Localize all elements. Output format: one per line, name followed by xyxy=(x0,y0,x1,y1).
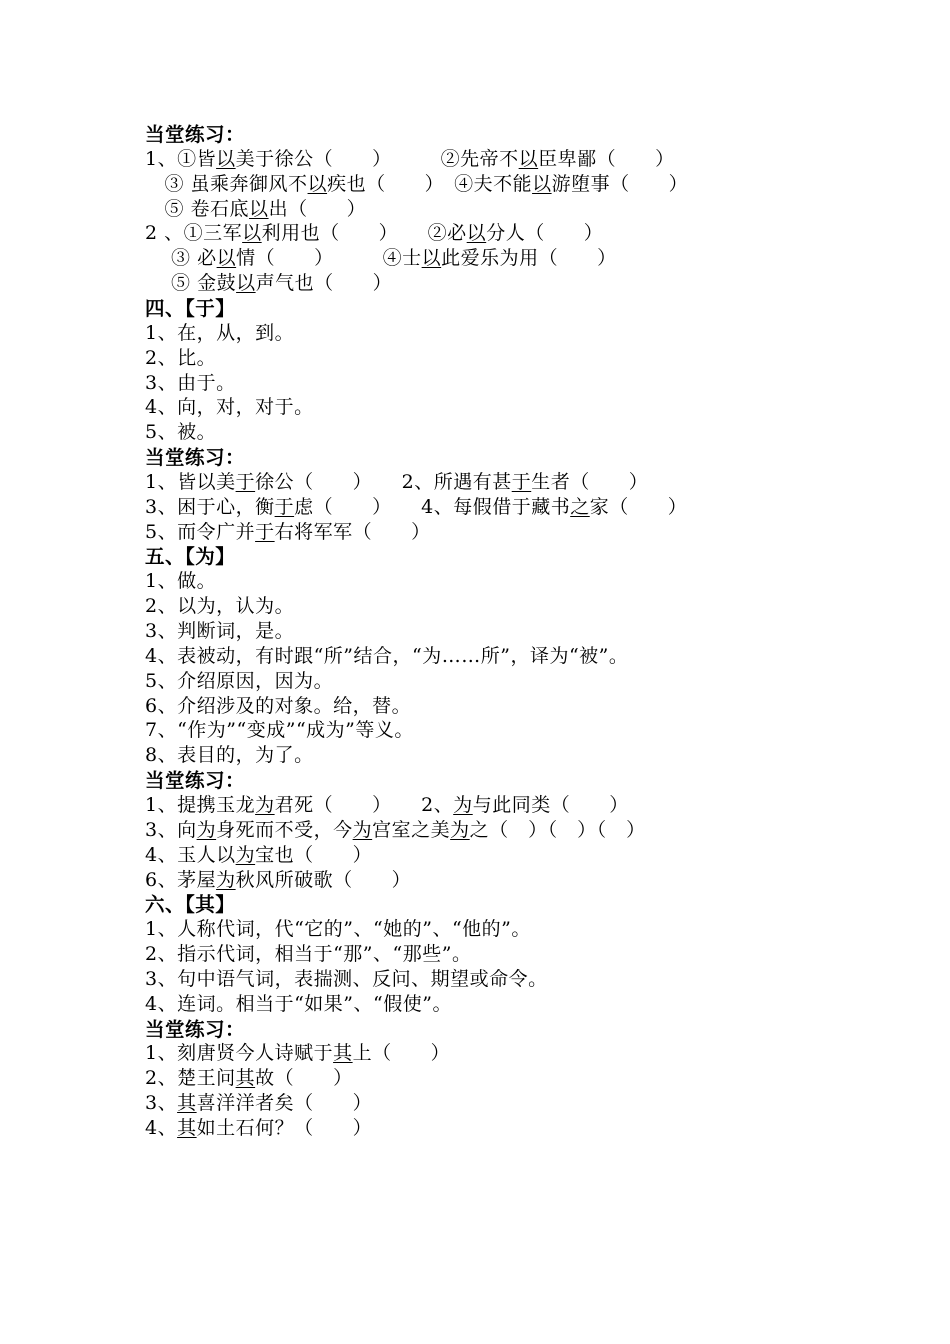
section-heading: 当堂练习： xyxy=(145,123,246,146)
underlined-word: 以 xyxy=(216,147,236,170)
underlined-word: 以 xyxy=(307,172,328,195)
text-line: 5、介绍原因，因为。 xyxy=(145,669,334,692)
underlined-word: 为 xyxy=(255,793,275,816)
section-heading: 五、【为】 xyxy=(145,545,236,569)
underlined-word: 于 xyxy=(274,495,295,518)
text-line: 3、困于心，衡于虑（ ） 4、每假借于藏书之家（ ） xyxy=(145,495,688,518)
text-line: 7、“作为”“变成”“成为”等义。 xyxy=(145,719,414,742)
underlined-word: 以 xyxy=(421,247,442,270)
underlined-word: 于 xyxy=(235,470,256,493)
text-line: ③ 必以情（ ） ④士以此爱乐为用（ ） xyxy=(145,247,617,270)
text-line: 3、由于。 xyxy=(145,371,236,394)
text-line: 4、向，对，对于。 xyxy=(145,396,314,419)
underlined-word: 于 xyxy=(511,470,532,493)
underlined-word: 为 xyxy=(196,818,217,841)
text-line: ③ 虽乘奔御风不以疾也（ ） ④夫不能以游堕事（ ） xyxy=(145,172,689,195)
text-line: 4、连词。相当于“如果”、“假使”。 xyxy=(145,992,452,1015)
text-line: 1、①皆以美于徐公（ ） ②先帝不以臣卑鄙（ ） xyxy=(145,147,675,170)
text-line: 1、在，从，到。 xyxy=(145,321,295,344)
underlined-word: 其 xyxy=(333,1042,353,1065)
underlined-word: 以 xyxy=(236,272,256,295)
underlined-word: 之 xyxy=(570,495,590,518)
underlined-word: 为 xyxy=(352,818,373,841)
underlined-word: 其 xyxy=(177,1117,197,1139)
underlined-word: 为 xyxy=(216,868,236,891)
text-line: 2、楚王问其故（ ） xyxy=(145,1067,353,1090)
text-line: 4、其如土石何？（ ） xyxy=(145,1117,373,1139)
text-line: 1、提携玉龙为君死（ ） 2、为与此同类（ ） xyxy=(145,793,629,816)
text-line: 2、以为，认为。 xyxy=(145,595,295,618)
text-line: 5、而令广并于右将军军（ ） xyxy=(145,520,431,543)
underlined-word: 其 xyxy=(235,1067,256,1090)
text-line: ⑤ 卷石底以出（ ） xyxy=(145,197,367,220)
text-line: 1、刻唐贤今人诗赋于其上（ ） xyxy=(145,1042,451,1065)
text-line: 5、被。 xyxy=(145,421,217,444)
text-line: 4、玉人以为宝也（ ） xyxy=(145,843,373,866)
text-line: 3、判断词，是。 xyxy=(145,620,295,642)
text-line: 1、人称代词，代“它的”、“她的”、“他的”。 xyxy=(145,918,531,941)
underlined-word: 于 xyxy=(255,520,275,543)
text-line: 2 、①三军以利用也（ ） ②必以分人（ ） xyxy=(145,222,604,245)
text-line: ⑤ 金鼓以声气也（ ） xyxy=(145,272,393,295)
text-line: 1、做。 xyxy=(145,570,217,593)
section-heading: 当堂练习： xyxy=(145,769,246,793)
underlined-word: 以 xyxy=(249,197,269,220)
text-line: 4、表被动，有时跟“所”结合，“为……所”，译为“被”。 xyxy=(145,644,629,667)
underlined-word: 以 xyxy=(532,172,552,195)
text-line: 2、指示代词，相当于“那”、“那些”。 xyxy=(145,943,472,966)
underlined-word: 为 xyxy=(235,843,256,866)
text-line: 3、句中语气词，表揣测、反问、期望或命令。 xyxy=(145,967,548,990)
text-line: 2、比。 xyxy=(145,346,217,369)
underlined-word: 以 xyxy=(242,222,262,245)
underlined-word: 其 xyxy=(177,1092,197,1115)
section-heading: 当堂练习： xyxy=(145,1017,246,1041)
text-line: 3、其喜洋洋者矣（ ） xyxy=(145,1092,373,1115)
text-line: 6、茅屋为秋风所破歌（ ） xyxy=(145,868,412,891)
text-line: 6、介绍涉及的对象。给，替。 xyxy=(145,694,412,717)
section-heading: 四、【于】 xyxy=(145,296,236,320)
underlined-word: 以 xyxy=(518,147,539,170)
text-line: 8、表目的，为了。 xyxy=(145,744,314,767)
underlined-word: 以 xyxy=(466,222,487,245)
section-heading: 当堂练习： xyxy=(145,446,246,470)
text-line: 3、向为身死而不受，今为宫室之美为之（ ）（ ）（ ） xyxy=(145,818,646,841)
text-line: 1、皆以美于徐公（ ） 2、所遇有甚于生者（ ） xyxy=(145,470,649,493)
underlined-word: 为 xyxy=(453,793,473,816)
section-heading: 六、【其】 xyxy=(145,893,236,917)
underlined-word: 以 xyxy=(216,247,237,270)
underlined-word: 为 xyxy=(450,818,470,841)
